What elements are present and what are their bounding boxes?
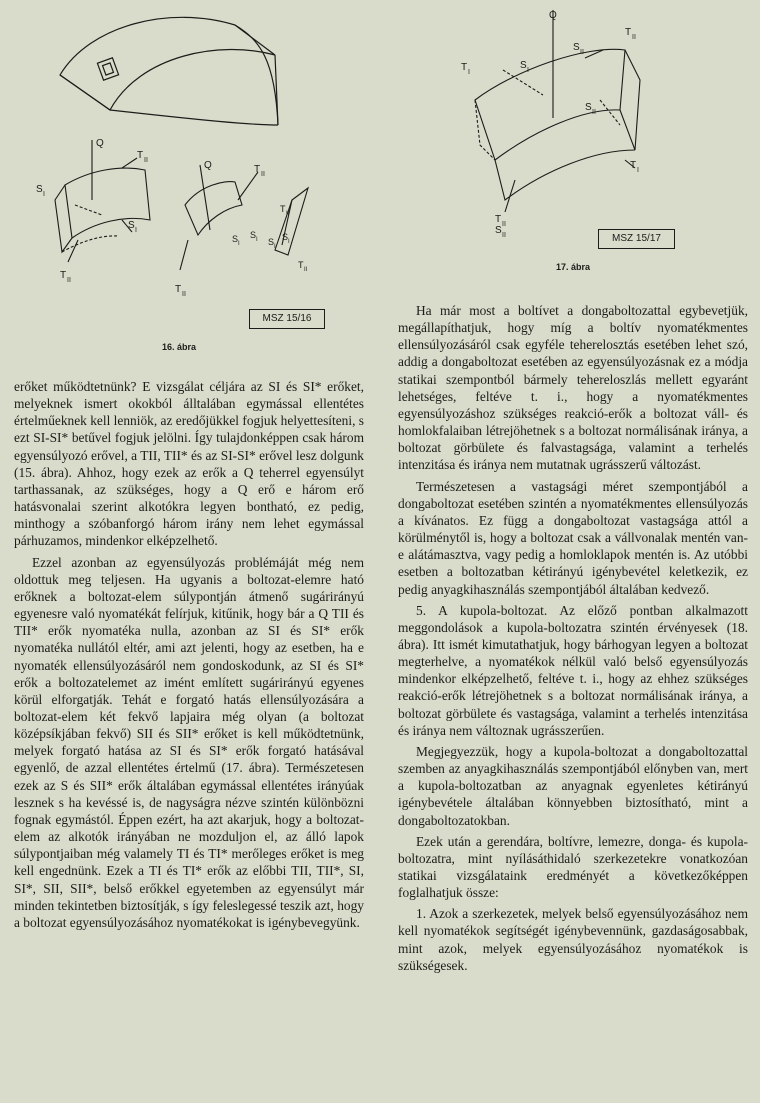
svg-text:T: T [630,160,637,171]
fig16-caption: 16. ábra [162,342,197,352]
svg-text:S: S [250,230,257,240]
svg-text:T: T [461,62,468,73]
svg-text:S: S [268,237,275,247]
svg-text:I: I [527,67,529,74]
svg-text:II: II [144,157,148,164]
vault-element-3d-drawing [475,10,640,212]
left-paragraph-2: Ezzel azonban az egyensúlyozás problémáját még nem oldottuk meg teljesen. Ha ugyanis a boltozat-elemre ható erőknek a boltozat-elem súlypontján átmenő sugárirányú egyenesre való nyomatékát felírjuk, kitűnik, hogy bár a Q TII és TII* erők nyomatéka nulla, azonban az SI és SI* erők nyomatéka nullától eltér, ami azt jelenti, hogy az esetben, ha e nyomaték ellensúlyozásáról nem gondoskodunk, az SI és SI* erők a boltozatelemet az imént említett sugárirányú egyenes körül elforgatják. Tehát e forgató hatás ellensúlyozására a boltozat-elem két fekvő lapjaira még olyan (a boltozat középsíkjában fekvő) SII és SII* erőket is kell működtetnünk, melyek forgató hatása az SI és SI* erők forgató hatásával egyenlő, de azzal ellentétes értelmű (17. ábra). Természetesen ezek az S és SII* erők általában egymással ellentétes irányúak lesznek s ha kevéssé is, de nagyságra nézve szintén különbözni fognak egymástól. Éppen ezért, ha azt akarjuk, hogy a boltozat-elem az alkotók irányában ne mozduljon el, az álló lapok súlypontjaiban még valamely TI és TI* merőleges erőket is meg kell engednünk. Ezek a TI és TI* erők az előbbi TII, TII*, SI, SI*, SII, SII*, belső erőkkel egyetemben az egyensúlyt már minden tekintetben biztosítják, s így feleslegessé teszik azt, hogy a boltozat egyensúlyozásához nyomatékokat is igénybevegyünk. [14,554,364,930]
svg-text:S: S [495,225,502,236]
right-paragraph-3: 5. A kupola-boltozat. Az előző pontban alkalmazott meggondolások a kupola-boltozatra szintén érvényesek (18. ábra). Itt ismét kimutathatjuk, hogy bárhogyan legyen a boltozat megterhelve, a nyomatékok nélkül való belső egyensúlyozás mindenkor elképzelhető, feltéve t. i., hogy az ehhez szükséges reakció-erők létrejöhetnek s a boltozat normálisának iránya, a boltozat görbülete és vastagsága, valamint a terhelés intenzitása és iránya nem változnak ugrásszerűen. [398,602,748,738]
svg-text:T: T [625,27,632,38]
svg-text:T: T [60,270,67,281]
left-column [14,378,364,931]
right-paragraph-2: Természetesen a vastagsági méret szempontjából a dongaboltozat esetében szintén a nyomatékmentes ellensúlyozás a kívánatos. Ez függ a dongaboltozat vastagsága attól a körülménytől is, hogy a boltozat csak a vállvonalak mentén van-e alátámasztva, vagy pedig a homloklapok mentén is. Az utóbbi esetben a boltozatban kétirányú igénybevétel keletkezik, ez pedig anyagkihasználás szempontjából általában kedvező. [398,478,748,597]
right-paragraph-5: Ezek után a gerendára, boltívre, lemezre, donga- és kupola-boltozatra, mint nyílásáthidaló szerkezetekre vonatkozóan statikai vizsgálataink eredményét a következőképpen foglalhatjuk össze: [398,833,748,901]
fig17-caption: 17. ábra [556,262,591,272]
right-paragraph-1: Ha már most a boltívet a dongaboltozattal egybevetjük, megállapíthatjuk, hogy míg a boltív nyomatékmentes ellensúlyozásáról csak egyféle teherelosztás esetében lehet szó, addig a dongaboltozat esetében az egyensúlyozásnak ez a módja statikai szempontból bármely tehereloszlás mellett egyaránt lehetséges, feltéve t. i., hogy a nyomatékmentes egyensúlyozáshoz szükséges reakció-erők a boltozat váll- és homlokfalaiban létrejöhetnek s a boltozat normálisának iránya, a boltozat görbülete és falvastagsága, valamint a terhelés intenzitása és iránya nem mutatnak ugrásszerű változást. [398,303,748,473]
svg-text:I: I [238,241,240,247]
svg-text:I: I [288,239,290,245]
svg-text:II: II [286,211,290,217]
svg-text:I: I [135,227,137,234]
svg-text:Q: Q [549,10,557,21]
svg-text:T: T [175,284,182,295]
svg-text:S: S [282,232,289,242]
right-paragraph-6: 1. Azok a szerkezetek, melyek belső egyensúlyozásához nem kell nyomatékok segítségét igénybevennünk, gazdaságosabbak, mint azok, melyek egyensúlyozásához nyomatékok is szükségesek. [398,906,748,973]
svg-text:II: II [261,171,265,178]
svg-text:Q: Q [204,160,212,171]
svg-text:II: II [304,267,308,273]
figure-17 [445,0,745,260]
force-element-diagram [180,164,261,270]
svg-text:I: I [274,244,276,250]
right-column [398,302,748,974]
svg-text:I: I [43,191,45,198]
svg-text:S: S [128,220,135,231]
svg-text:II: II [632,34,636,41]
svg-text:S: S [232,234,239,244]
svg-text:S: S [36,184,43,195]
svg-text:II: II [502,232,506,239]
fig16-stamp: MSZ 15/16 [249,309,325,329]
vault-element-diagram [55,140,150,262]
right-paragraph-4: Megjegyezzük, hogy a kupola-boltozat a dongaboltozattal szemben az anyagkihasználás szempontjából előnyben van, mert a kupola-boltozatban az anyagnak egyenletes kétirányú igénybevétele általában könnyebben biztosítható, mint a dongaboltozatokban. [398,743,748,828]
fig16-label-q1: Q [96,138,104,149]
svg-text:T: T [495,214,502,225]
left-paragraph-1: erőket működtetnünk? E vizsgálat céljára az SI és SI* erőket, melyeknek ismert okokból álltalában egymással ellentétes értelműeknek kell lenniök, az eredőjükkel fogjuk helyettesíteni, s ezt SI-SI* betűvel fogjuk jelölni. Így tulajdonképpen csak három egyensúlyozó erővel, a TII, TII* és az SI-SI* erővel lesz dolgunk (15. ábra). Ahhoz, hogy ezek az erők a Q teherrel egyensúlyt tarthassanak, az szükséges, hogy a Q erő e három erő hatásvonalai szerint alkotókra legyen bontható, ez pedig, minthogy a szóbanforgó három irány nem lehet egymással párhuzamos, mindenkor elképzelhető. [14,379,364,549]
svg-text:II: II [182,291,186,298]
force-polygon-diagram [275,188,308,255]
svg-text:I: I [468,69,470,76]
figure-16 [20,0,350,330]
svg-text:S: S [520,60,527,71]
svg-text:II: II [502,221,506,228]
svg-text:T: T [298,260,304,270]
svg-text:I: I [256,237,258,243]
svg-text:S: S [573,42,580,53]
fig17-stamp: MSZ 15/17 [598,229,675,249]
svg-text:II: II [592,109,596,116]
svg-text:I: I [637,167,639,174]
svg-text:II: II [67,277,71,284]
svg-text:T: T [254,164,261,175]
vault-shell-drawing [60,17,278,125]
svg-text:S: S [585,102,592,113]
svg-text:T: T [280,204,286,214]
svg-text:II: II [580,49,584,56]
fig16-label-t2: T [137,150,144,161]
